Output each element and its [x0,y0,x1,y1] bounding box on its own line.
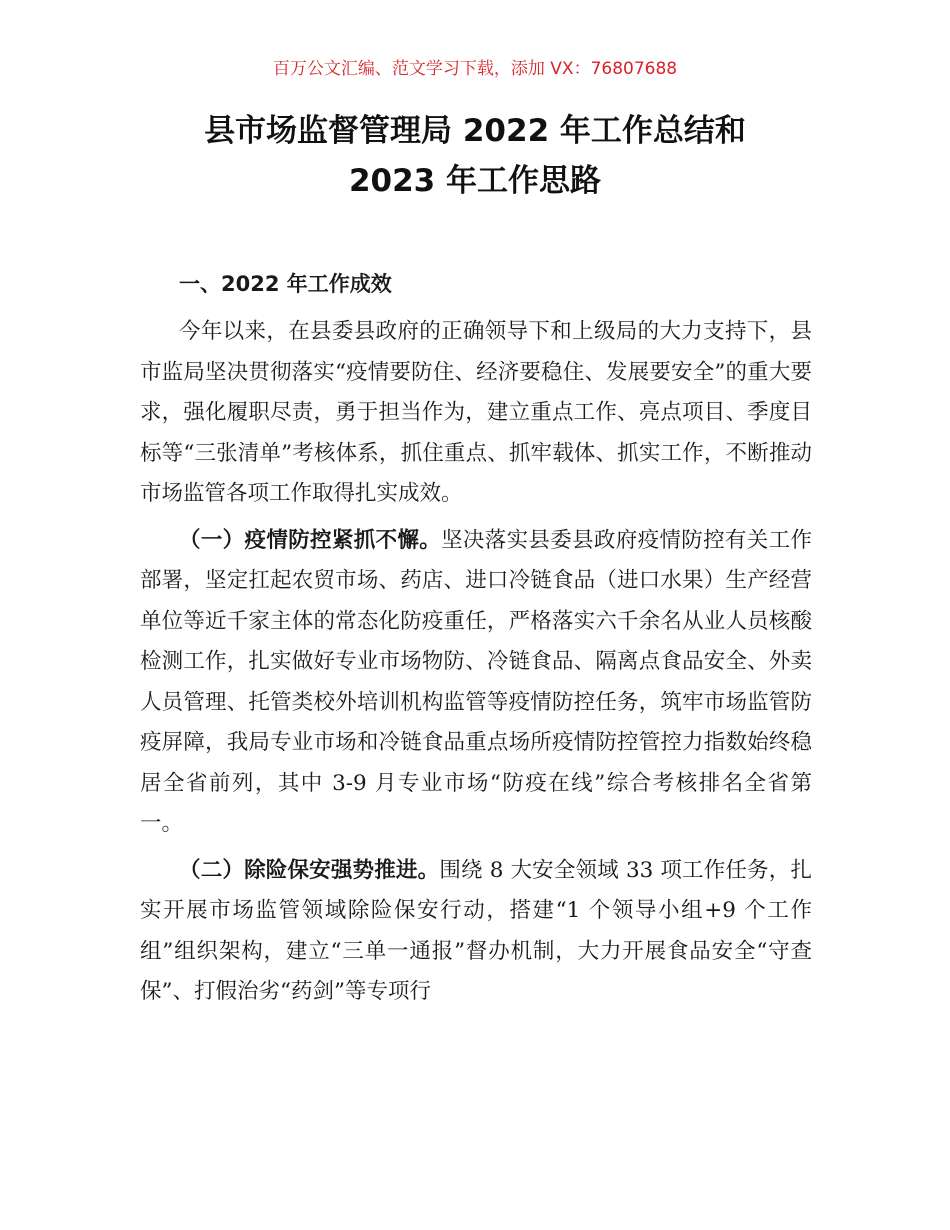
title-line-1: 县市场监督管理局 2022 年工作总结和 [204,113,746,149]
document-title [100,106,850,206]
paragraph-epidemic-control [140,521,812,845]
section-heading: 一、2022 年工作成效 [179,272,392,296]
title-line-2: 2023 年工作思路 [348,163,602,199]
header-watermark-note: 百万公文汇编、范文学习下载，添加 VX：76807688 [272,59,678,79]
document-body [140,264,812,1019]
paragraph-body-epidemic-control: 坚决落实县委县政府疫情防控有关工作部署，坚定扛起农贸市场、药店、进口冷链食品（进口水果）生产经营单位等近千家主体的常态化防疫重任，严格落实六千余名从业人员核酸检测工作，扎实做好专业市场物防、冷链食品、隔离点食品安全、外卖人员管理、托管类校外培训机构监管等疫情防控任务，筑牢市场监管防疫屏障，我局专业市场和冷链食品重点场所疫情防控管控力指数始终稳居全省前列，其中 3-9 月专业市场“防疫在线”综合考核排名全省第一。 [140,527,812,836]
paragraph-lead-epidemic-control: （一）疫情防控紧抓不懈。 [179,527,442,553]
intro-paragraph: 今年以来，在县委县政府的正确领导下和上级局的大力支持下，县市监局坚决贯彻落实“疫情要防住、经济要稳住、发展要安全”的重大要求，强化履职尽责，勇于担当作为，建立重点工作、亮点项目、季度目标等“三张清单”考核体系，抓住重点、抓牢载体、抓实工作，不断推动市场监管各项工作取得扎实成效。 [140,319,812,506]
paragraph-body-risk-security: 围绕 8 大安全领域 33 项工作任务，扎实开展市场监管领域除险保安行动，搭建“1 个领导小组+9 个工作组”组织架构，建立“三单一通报”督办机制，大力开展食品安全“守查保”、打假治劣“药剑”等专项行 [140,857,812,1004]
paragraph-risk-security [140,851,812,1013]
paragraph-lead-risk-security: （二）除险保安强势推进。 [179,857,440,883]
